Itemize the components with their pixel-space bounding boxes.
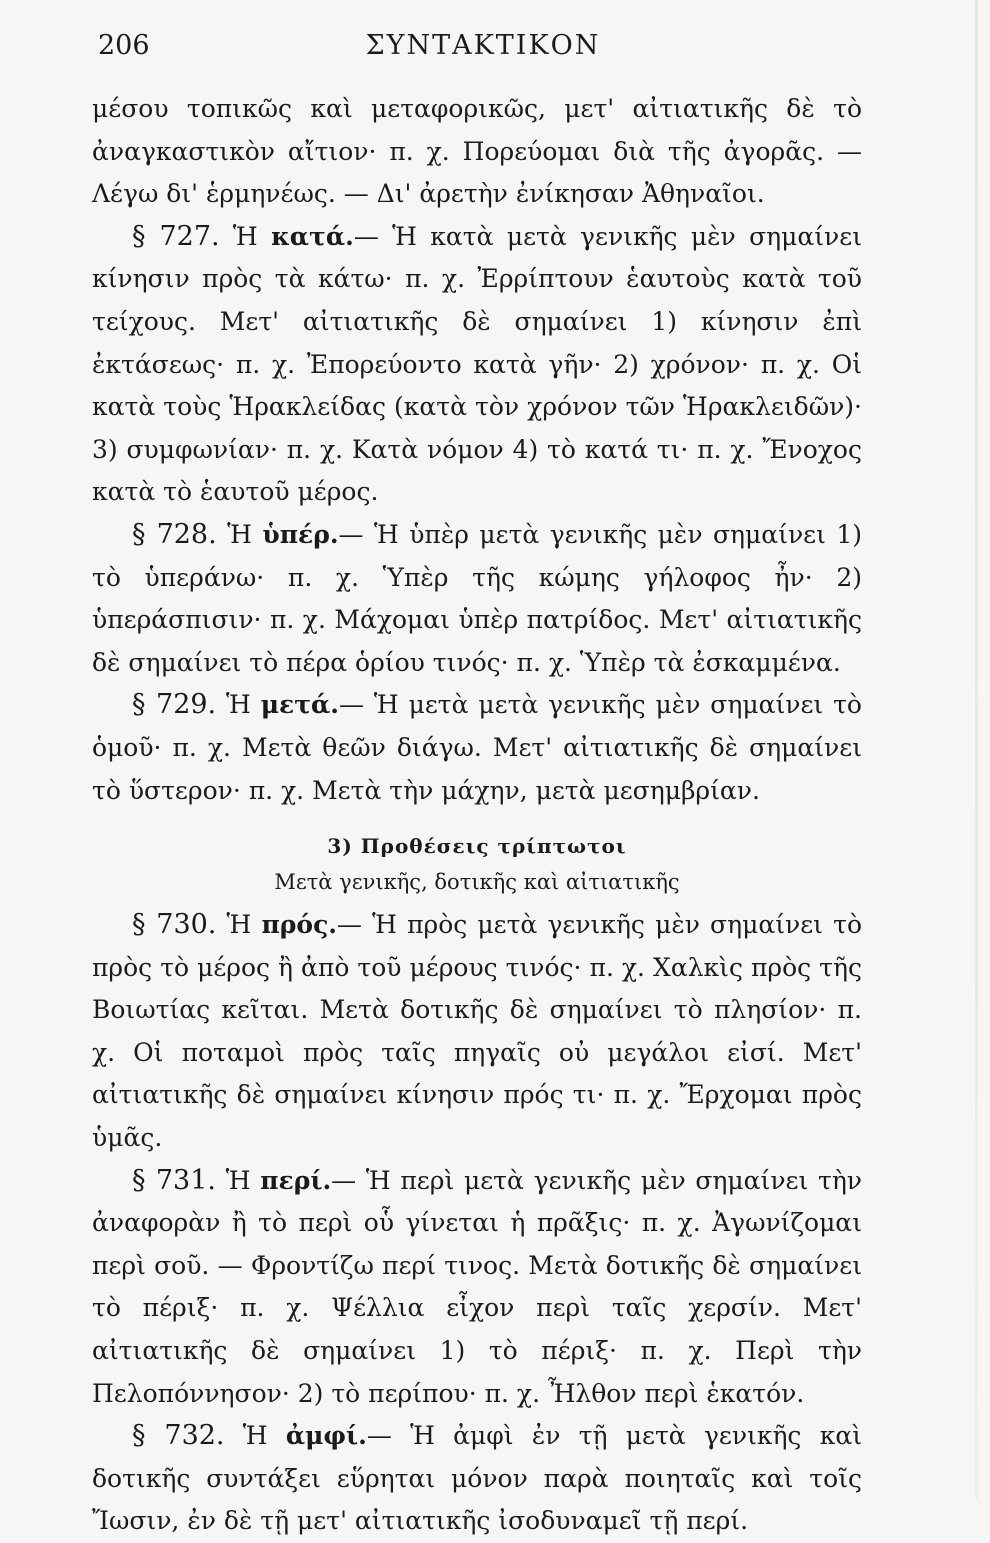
article: Ἡ [242,1421,268,1451]
head-word: περί. [260,1165,332,1195]
article: Ἡ [227,519,252,549]
section-number: § 732. [132,1420,225,1452]
section-number: § 730. [132,909,217,941]
head-word: κατά. [271,221,354,251]
scan-edge [975,0,978,1500]
section-text: — Ἡ μετὰ μετὰ γενικῆς μὲν σημαίνει τὸ ὁμοῦ· π. χ. Μετὰ θεῶν διάγω. Μετ' αἰτιατικῆς δὲ σημαίνει τὸ ὕστερον· π. χ. Μετὰ τὴν μάχην, μετὰ μεσημβρίαν. [92,690,862,805]
section-subheading: Μετὰ γενικῆς, δοτικῆς καὶ αἰτιατικῆς [274,870,680,895]
section-731 [92,1160,862,1416]
section-number: § 727. [132,220,220,252]
section-728 [92,514,862,684]
section-727 [92,216,862,514]
section-729 [92,684,862,812]
section-number: § 729. [132,689,217,721]
head-word: μετά. [260,690,339,720]
continuation-paragraph: μέσου τοπικῶς καὶ μεταφορικῶς, μετ' αἰτιατικῆς δὲ τὸ ἀναγκαστικὸν αἴτιον· π. χ. Πορεύομαι διὰ τῆς ἀγορᾶς. — Λέγω δι' ἑρμηνέως. — Δι' ἀρετὴν ἐνίκησαν Ἀθηναῖοι. [92,94,862,209]
section-text: — Ἡ κατὰ μετὰ γενικῆς μὲν σημαίνει κίνησιν πρὸς τὰ κάτω· π. χ. Ἐρρίπτουν ἑαυτοὺς κατὰ τοῦ τείχους. Μετ' αἰτιατικῆς δὲ σημαίνει 1) κίνησιν ἐπὶ ἐκτάσεως· π. χ. Ἐπορεύοντο κατὰ γῆν· 2) χρόνον· π. χ. Οἱ κατὰ τοὺς Ἡρακλείδας (κατὰ τὸν χρόνον τῶν Ἡρακλειδῶν)· 3) συμφωνίαν· π. χ. Κατὰ νόμον 4) τὸ κατά τι· π. χ. Ἔνοχος κατὰ τὸ ἑαυτοῦ μέρος. [92,221,862,507]
article: Ἡ [232,221,258,251]
section-732 [92,1415,862,1543]
head-word: πρός. [261,910,338,940]
article: Ἡ [226,910,252,940]
section-text: — Ἡ περὶ μετὰ γενικῆς μὲν σημαίνει τὴν ἀναφορὰν ἢ τὸ περὶ οὗ γίνεται ἡ πρᾶξις· π. χ. Ἀγωνίζομαι περὶ σοῦ. — Φροντίζω περί τινος. Μετὰ δοτικῆς δὲ σημαίνει τὸ πέριξ· π. χ. Ψέλλια εἶχον περὶ ταῖς χερσίν. Μετ' αἰτιατικῆς δὲ σημαίνει 1) τὸ πέριξ· π. χ. Περὶ τὴν Πελοπόννησον· 2) τὸ περίπου· π. χ. Ἦλθον περὶ ἑκατόν. [92,1165,863,1408]
section-number: § 731. [132,1164,216,1196]
head-word: ἀμφί. [285,1421,367,1451]
article: Ἡ [225,1165,251,1195]
running-title: ΣΥΝΤΑΚΤΙΚΟΝ [365,30,601,61]
article: Ἡ [226,690,251,720]
section-number: § 728. [132,518,217,550]
page-body [92,88,862,1543]
section-text: — Ἡ ὑπὲρ μετὰ γενικῆς μὲν σημαίνει 1) τὸ ὑπεράνω· π. χ. Ὑπὲρ τῆς κώμης γήλοφος ἦν· 2) ὑπεράσπισιν· π. χ. Μάχομαι ὑπὲρ πατρίδος. Μετ' αἰτιατικῆς δὲ σημαίνει τὸ πέρα ὁρίου τινός· π. χ. Ὑπὲρ τὰ ἐσκαμμένα. [92,519,862,677]
section-730 [92,904,862,1160]
section-text: — Ἡ ἀμφὶ ἐν τῇ μετὰ γενικῆς καὶ δοτικῆς συντάξει εὕρηται μόνον παρὰ ποιηταῖς καὶ τοῖς Ἴωσιν, ἐν δὲ τῇ μετ' αἰτιατικῆς ἰσοδυναμεῖ τῇ περί. [92,1421,863,1536]
section-heading: 3) Προθέσεις τρίπτωτοι [327,834,627,859]
head-word: ὑπέρ. [262,519,339,549]
page-number: 206 [98,30,150,61]
section-text: — Ἡ πρὸς μετὰ γενικῆς μὲν σημαίνει τὸ πρὸς τὸ μέρος ἢ ἀπὸ τοῦ μέρους τινός· π. χ. Χαλκὶς πρὸς τῆς Βοιωτίας κεῖται. Μετὰ δοτικῆς δὲ σημαίνει τὸ πλησίον· π. χ. Οἱ ποταμοὶ πρὸς ταῖς πηγαῖς οὐ μεγάλοι εἰσί. Μετ' αἰτιατικῆς δὲ σημαίνει κίνησιν πρός τι· π. χ. Ἔρχομαι πρὸς ὑμᾶς. [92,910,862,1153]
page-header [98,28,868,68]
